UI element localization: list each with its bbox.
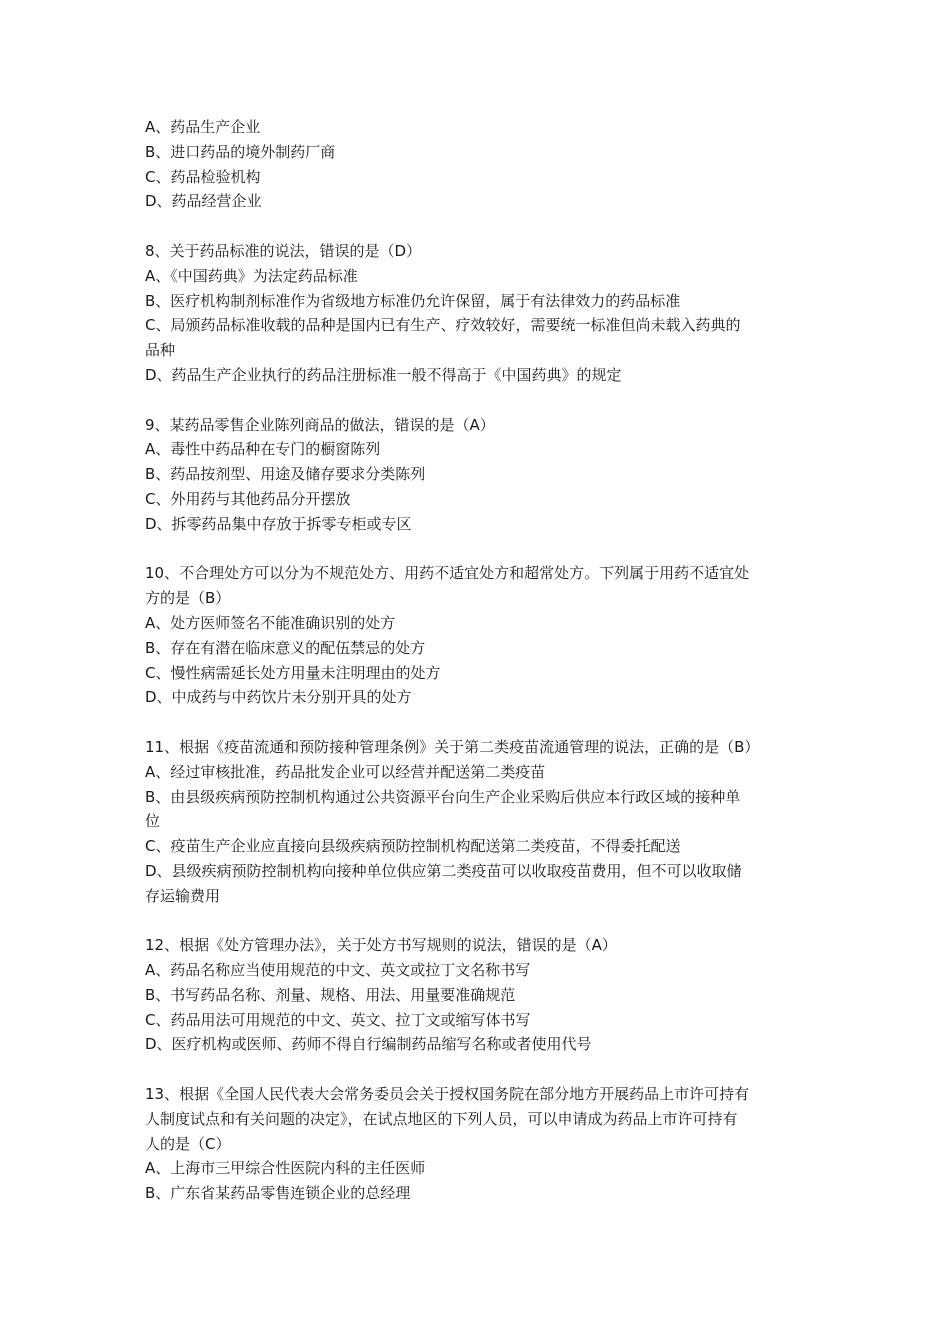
question-stem: 11、根据《疫苗流通和预防接种管理条例》关于第二类疫苗流通管理的说法，正确的是（B）: [145, 737, 760, 756]
question-12: [145, 933, 815, 1057]
option-c: C、局颁药品标准收载的品种是国内已有生产、疗效较好，需要统一标准但尚未载入药典的: [145, 316, 741, 335]
question-stem-continued: 方的是（B）: [145, 589, 231, 608]
question-stem: 12、根据《处方管理办法》，关于处方书写规则的说法，错误的是（A）: [145, 936, 617, 955]
option-a: A、经过审核批准，药品批发企业可以经营并配送第二类疫苗: [145, 762, 546, 781]
question-9: [145, 413, 815, 537]
question-stem: 9、某药品零售企业陈列商品的做法，错误的是（A）: [145, 415, 495, 434]
option-d: D、中成药与中药饮片未分别开具的处方: [145, 688, 412, 707]
option-b: B、进口药品的境外制药厂商: [145, 142, 336, 161]
option-c: C、外用药与其他药品分开摆放: [145, 489, 351, 508]
question-stem-continued: 人的是（C）: [145, 1134, 231, 1153]
option-c: C、药品检验机构: [145, 167, 261, 186]
option-b: B、书写药品名称、剂量、规格、用法、用量要准确规范: [145, 985, 516, 1004]
question-stem-continued: 人制度试点和有关问题的决定》，在试点地区的下列人员，可以申请成为药品上市许可持有: [145, 1109, 738, 1128]
option-a: A、上海市三甲综合性医院内科的主任医师: [145, 1159, 426, 1178]
option-b: B、医疗机构制剂标准作为省级地方标准仍允许保留，属于有法律效力的药品标准: [145, 291, 681, 310]
option-a: A、处方医师签名不能准确识别的处方: [145, 613, 396, 632]
question-10: [145, 561, 815, 710]
option-c-continued: 品种: [145, 341, 176, 360]
option-d: D、药品生产企业执行的药品注册标准一般不得高于《中国药典》的规定: [145, 365, 622, 384]
question-list: [145, 115, 815, 1231]
option-a: A、毒性中药品种在专门的橱窗陈列: [145, 440, 381, 459]
option-b: B、存在有潜在临床意义的配伍禁忌的处方: [145, 638, 426, 657]
option-c: C、药品用法可用规范的中文、英文、拉丁文或缩写体书写: [145, 1010, 531, 1029]
option-b: B、药品按剂型、用途及储存要求分类陈列: [145, 465, 426, 484]
option-b: B、广东省某药品零售连锁企业的总经理: [145, 1184, 411, 1203]
option-b-continued: 位: [145, 812, 161, 831]
option-d: D、药品经营企业: [145, 192, 262, 211]
question-stem: 10、不合理处方可以分为不规范处方、用药不适宜处方和超常处方。下列属于用药不适宜处: [145, 564, 750, 583]
option-b: B、由县级疾病预防控制机构通过公共资源平台向生产企业采购后供应本行政区域的接种单: [145, 787, 741, 806]
question-11: [145, 735, 815, 909]
option-a: A、药品生产企业: [145, 118, 261, 136]
option-c: C、慢性病需延长处方用量未注明理由的处方: [145, 663, 441, 682]
option-a: A、药品名称应当使用规范的中文、英文或拉丁文名称书写: [145, 961, 531, 980]
question-stem: 8、关于药品标准的说法，错误的是（D）: [145, 241, 422, 260]
question-7-options: [145, 115, 815, 214]
option-d: D、拆零药品集中存放于拆零专柜或专区: [145, 514, 412, 533]
option-d-continued: 存运输费用: [145, 886, 221, 905]
option-a: A、《中国药典》为法定药品标准: [145, 266, 358, 285]
option-c: C、疫苗生产企业应直接向县级疾病预防控制机构配送第二类疫苗，不得委托配送: [145, 837, 681, 856]
question-stem: 13、根据《全国人民代表大会常务委员会关于授权国务院在部分地方开展药品上市许可持有: [145, 1085, 750, 1104]
option-d: D、县级疾病预防控制机构向接种单位供应第二类疫苗可以收取疫苗费用，但不可以收取储: [145, 861, 742, 880]
question-13: [145, 1082, 815, 1206]
option-d: D、医疗机构或医师、药师不得自行编制药品缩写名称或者使用代号: [145, 1035, 592, 1054]
question-8: [145, 239, 815, 388]
